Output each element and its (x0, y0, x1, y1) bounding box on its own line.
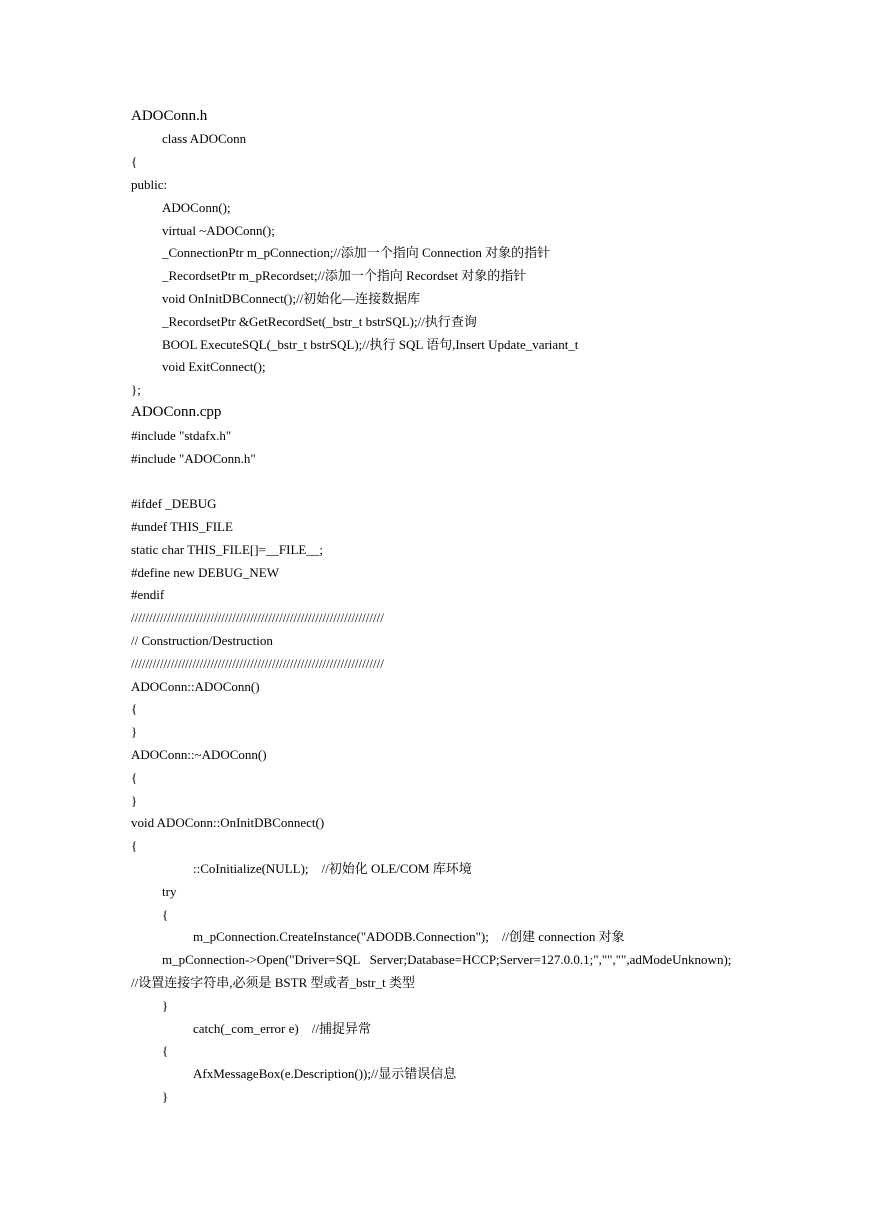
code-line: } (131, 724, 138, 739)
code-line: { (131, 701, 138, 716)
code-line: #endif (131, 587, 165, 602)
code-line: // Construction/Destruction (131, 633, 273, 648)
code-line: virtual ~ADOConn(); (162, 223, 275, 238)
code-line: _ConnectionPtr m_pConnection;//添加一个指向 Connection 对象的指针 (162, 245, 551, 260)
section-heading: ADOConn.cpp (131, 404, 222, 420)
code-line: ADOConn::~ADOConn() (131, 747, 267, 762)
code-line: { (131, 838, 138, 853)
code-line: #include "stdafx.h" (131, 428, 232, 443)
code-line: ADOConn::ADOConn() (131, 679, 260, 694)
code-line: catch(_com_error e) //捕捉异常 (193, 1021, 371, 1036)
code-line: { (131, 770, 138, 785)
code-line: void OnInitDBConnect();//初始化—连接数据库 (162, 291, 421, 306)
code-line: m_pConnection->Open("Driver=SQL Server;Database=HCCP;Server=127.0.0.1;","","",adModeUnknown); (162, 952, 732, 967)
code-line: _RecordsetPtr m_pRecordset;//添加一个指向 Recordset 对象的指针 (162, 268, 527, 283)
code-line: BOOL ExecuteSQL(_bstr_t bstrSQL);//执行 SQL 语句,Insert Update_variant_t (162, 337, 579, 352)
code-line: } (162, 998, 169, 1013)
code-line: class ADOConn (162, 131, 247, 146)
code-line: m_pConnection.CreateInstance("ADODB.Connection"); //创建 connection 对象 (193, 929, 625, 944)
code-line: ADOConn(); (162, 200, 231, 215)
code-line: #define new DEBUG_NEW (131, 565, 280, 580)
code-line: { (131, 154, 138, 169)
code-line: static char THIS_FILE[]=__FILE__; (131, 542, 323, 557)
section-heading: ADOConn.h (131, 108, 208, 124)
code-line: //设置连接字符串,必须是 BSTR 型或者_bstr_t 类型 (131, 975, 415, 990)
code-line: _RecordsetPtr &GetRecordSet(_bstr_t bstrSQL);//执行查询 (162, 314, 477, 329)
code-line: void ADOConn::OnInitDBConnect() (131, 815, 325, 830)
code-line: AfxMessageBox(e.Description());//显示错误信息 (193, 1066, 457, 1081)
code-line: try (162, 884, 177, 899)
code-line: } (162, 1089, 169, 1104)
code-line: void ExitConnect(); (162, 359, 266, 374)
code-line: { (162, 1043, 169, 1058)
code-line: #ifdef _DEBUG (131, 496, 217, 511)
code-line: ////////////////////////////////////////////////////////////////////// (131, 610, 384, 625)
code-line: public: (131, 177, 168, 192)
code-line: ::CoInitialize(NULL); //初始化 OLE/COM 库环境 (193, 861, 472, 876)
code-line: } (131, 793, 138, 808)
code-line: ////////////////////////////////////////////////////////////////////// (131, 656, 384, 671)
code-line: { (162, 907, 169, 922)
code-line: #undef THIS_FILE (131, 519, 233, 534)
code-line: }; (131, 382, 141, 397)
code-line: #include "ADOConn.h" (131, 451, 256, 466)
